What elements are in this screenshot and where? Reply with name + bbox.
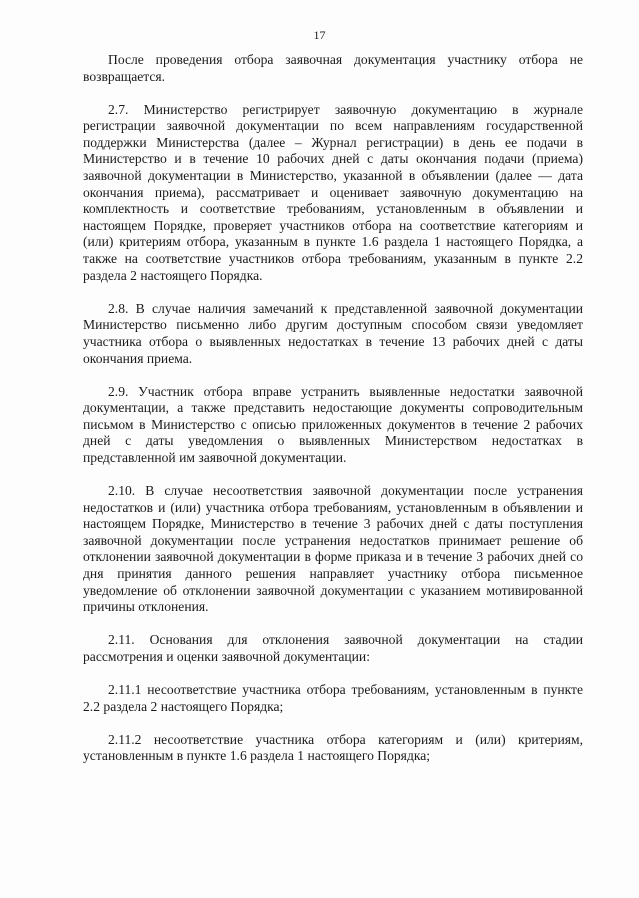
paragraph-2-11-2: 2.11.2 несоответствие участника отбора категориям и (или) критериям, установленным в пункте 1.6 раздела 1 настоящего Порядка; [83, 731, 583, 764]
paragraph-2-11-1: 2.11.1 несоответствие участника отбора требованиям, установленным в пункте 2.2 раздела 2 настоящего Порядка; [83, 682, 583, 714]
paragraph-2-10: 2.10. В случае несоответствия заявочной документации после устранения недостатков и (или) участника отбора требованиям, установленным в объявлении и настоящем Порядке, Министерство в течение 3 рабочих дней с даты поступления заявочной документации после устранения недостатков принимает решение об отклонении заявочной документации в форме приказа и в течение 3 рабочих дней со дня принятия данного решения направляет участнику отбора письменное уведомление об отклонении заявочной документации с указанием мотивированной причины отклонения. [83, 483, 583, 615]
document-body [83, 52, 583, 781]
paragraph-2-7: 2.7. Министерство регистрирует заявочную документацию в журнале регистрации заявочной документации по всем направлениям государственной поддержки Министерства (далее – Журнал регистрации) в день ее подачи в Министерство и в течение 10 рабочих дней с даты окончания подачи (приема) заявочной документации в Министерство, указанной в объявлении (далее — дата окончания приема), рассматривает и оценивает заявочную документацию на комплектность и соответствие требованиям, установленным в объявлении и настоящем Порядке, проверяет участников отбора на соответствие категориям и (или) критериям отбора, указанным в пункте 1.6 раздела 1 настоящего Порядка, а также на соответствие участников отбора требованиям, указанным в пункте 2.2 раздела 2 настоящего Порядка. [83, 101, 583, 283]
paragraph-2-8: 2.8. В случае наличия замечаний к представленной заявочной документации Министерство письменно либо другим доступным способом связи уведомляет участника отбора о выявленных недостатках в течение 13 рабочих дней с даты окончания приема. [83, 300, 583, 366]
page-number: 17 [313, 28, 326, 42]
paragraph-2-9: 2.9. Участник отбора вправе устранить выявленные недостатки заявочной документации, а также представить недостающие документы сопроводительным письмом в Министерство с описью приложенных документов в течение 2 рабочих дней с даты уведомления о выявленных Министерством недостатках в представленной им заявочной документации. [83, 383, 583, 465]
paragraph-return-note: После проведения отбора заявочная документация участнику отбора не возвращается. [83, 52, 583, 84]
paragraph-2-11: 2.11. Основания для отклонения заявочной документации на стадии рассмотрения и оценки заявочной документации: [83, 632, 583, 664]
